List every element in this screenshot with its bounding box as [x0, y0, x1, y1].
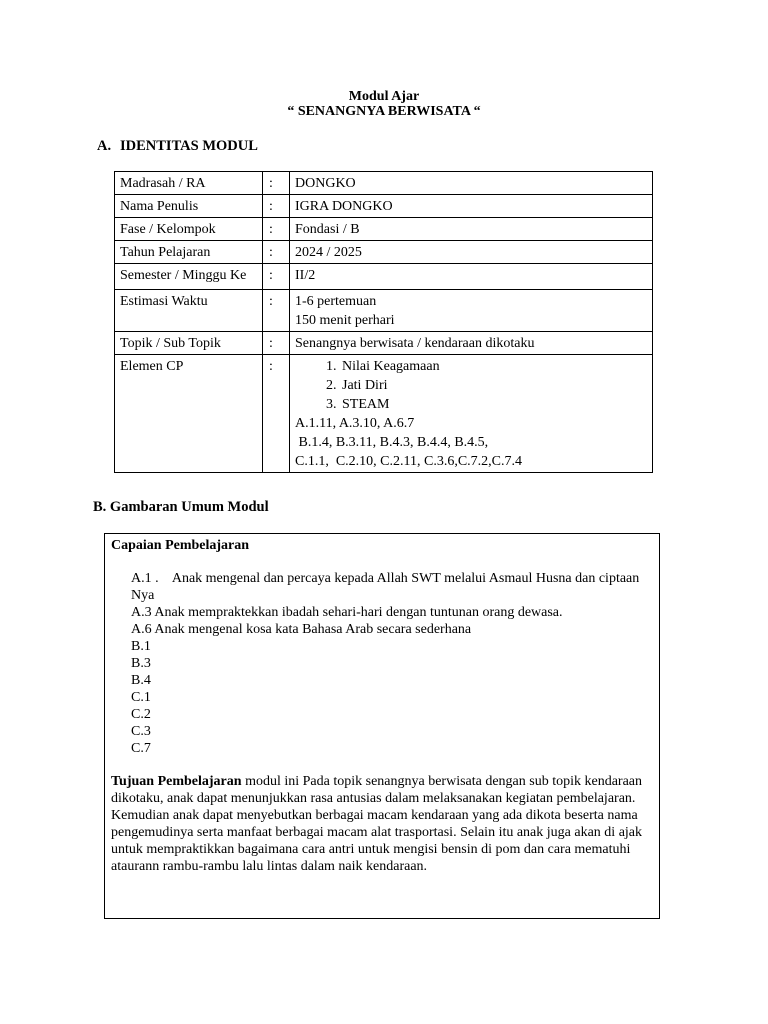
list-item: C.7	[131, 741, 151, 756]
list-item: B.4	[131, 673, 151, 688]
document-subtitle: “ SENANGNYA BERWISATA “	[287, 104, 481, 119]
tujuan-text: modul ini Pada topik senangnya berwisata dengan sub topik kendaraan dikotaku, anak dapat menunjukkan rasa antusias dalam melaksanakan kegiatan pembelajaran. Kemudian anak dapat menyebutkan berbagai macam kendaraan yang ada dikota beserta nama pengemudinya serta manfaat berbagai macam alat trasportasi. Selain itu anak juga akan di ajak untuk mempraktikkan bagaimana cara antri untuk mengisi bensin di pom dan cara mematuhi ataurann rambu-rambu lalu lintas dalam naik kendaraan.	[111, 774, 643, 874]
row-value: 2024 / 2025	[290, 241, 653, 264]
section-a-letter: A.	[97, 138, 112, 154]
list-item: B.1	[131, 639, 151, 654]
capaian-list	[111, 570, 653, 757]
row-label: Semester / Minggu Ke	[115, 264, 263, 290]
section-b-heading: B. Gambaran Umum Modul	[93, 499, 269, 515]
row-value: Senangnya berwisata / kendaraan dikotaku	[290, 332, 653, 355]
cp-codes-line: A.1.11, A.3.10, A.6.7	[295, 416, 415, 431]
table-row	[115, 332, 653, 355]
row-separator: :	[263, 195, 290, 218]
row-value: II/2	[290, 264, 653, 290]
row-value: DONGKO	[290, 172, 653, 195]
tujuan-paragraph	[111, 773, 653, 875]
list-item: B.3	[131, 656, 151, 671]
list-item: C.1	[131, 690, 151, 705]
row-value: IGRA DONGKO	[290, 195, 653, 218]
table-row	[115, 172, 653, 195]
table-row	[115, 195, 653, 218]
list-item: A.3 Anak mempraktekkan ibadah sehari-hari dengan tuntunan orang dewasa.	[131, 605, 563, 620]
list-item: 1. Nilai Keagamaan	[340, 357, 647, 376]
row-label: Topik / Sub Topik	[115, 332, 263, 355]
section-a-title: IDENTITAS MODUL	[120, 138, 258, 154]
value-line: 150 menit perhari	[295, 313, 395, 328]
list-item: C.2	[131, 707, 151, 722]
list-item: 3. STEAM	[340, 395, 647, 414]
document-title: Modul Ajar	[348, 89, 420, 104]
section-a-heading	[97, 138, 258, 155]
list-item: 2. Jati Diri	[340, 376, 647, 395]
cp-codes-line: B.1.4, B.3.11, B.4.3, B.4.4, B.4.5,	[295, 435, 489, 450]
tujuan-title: Tujuan Pembelajaran	[111, 774, 242, 789]
table-row	[115, 264, 653, 290]
row-value	[290, 290, 653, 332]
table-row	[115, 290, 653, 332]
row-label: Tahun Pelajaran	[115, 241, 263, 264]
row-separator: :	[263, 332, 290, 355]
row-separator: :	[263, 355, 290, 473]
row-label: Elemen CP	[115, 355, 263, 473]
row-label: Nama Penulis	[115, 195, 263, 218]
list-item: A.6 Anak mengenal kosa kata Bahasa Arab secara sederhana	[131, 622, 472, 637]
row-separator: :	[263, 218, 290, 241]
identity-table	[114, 171, 653, 473]
table-row	[115, 355, 653, 473]
row-label: Fase / Kelompok	[115, 218, 263, 241]
elemen-cp-list	[295, 357, 647, 414]
cp-codes-line: C.1.1, C.2.10, C.2.11, C.3.6,C.7.2,C.7.4	[295, 454, 523, 469]
row-value: Fondasi / B	[290, 218, 653, 241]
table-row	[115, 241, 653, 264]
row-separator: :	[263, 290, 290, 332]
row-separator: :	[263, 172, 290, 195]
capaian-title: Capaian Pembelajaran	[111, 538, 250, 553]
value-line: 1-6 pertemuan	[295, 294, 377, 309]
list-item: C.3	[131, 724, 151, 739]
row-separator: :	[263, 264, 290, 290]
overview-box	[104, 533, 660, 919]
row-value	[290, 355, 653, 473]
row-label: Estimasi Waktu	[115, 290, 263, 332]
list-item: A.1 . Anak mengenal dan percaya kepada Allah SWT melalui Asmaul Husna dan ciptaan Nya	[131, 571, 643, 603]
row-separator: :	[263, 241, 290, 264]
row-label: Madrasah / RA	[115, 172, 263, 195]
table-row	[115, 218, 653, 241]
